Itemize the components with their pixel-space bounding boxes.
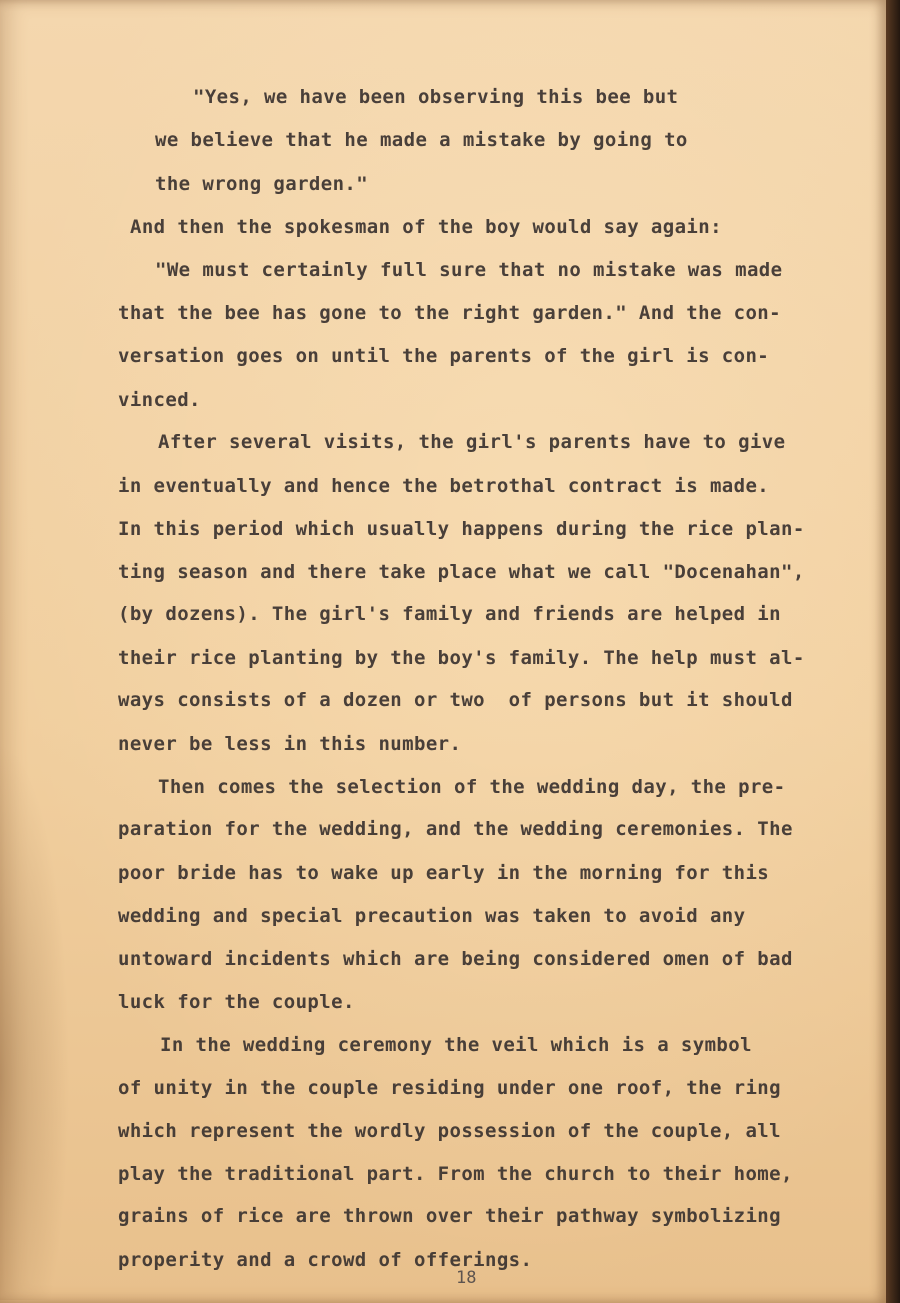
text-line: vinced. xyxy=(118,389,201,411)
text-line: versation goes on until the parents of the girl is con- xyxy=(118,345,770,367)
text-line: And then the spokesman of the boy would say again: xyxy=(130,216,722,238)
text-line: Then comes the selection of the wedding day, the pre- xyxy=(158,776,786,798)
text-line: poor bride has to wake up early in the morning for this xyxy=(118,862,770,884)
text-line: After several visits, the girl's parents have to give xyxy=(158,431,786,453)
text-line: ways consists of a dozen or two of persons but it should xyxy=(118,689,793,711)
text-line: In the wedding ceremony the veil which is a symbol xyxy=(160,1034,752,1056)
text-line: never be less in this number. xyxy=(118,733,462,755)
text-line: "We must certainly full sure that no mistake was made xyxy=(155,259,783,281)
text-line: their rice planting by the boy's family. The help must al- xyxy=(118,647,805,669)
text-line: grains of rice are thrown over their pathway symbolizing xyxy=(118,1205,781,1227)
text-line: wedding and special precaution was taken to avoid any xyxy=(118,905,746,927)
text-line: ting season and there take place what we call "Docenahan", xyxy=(118,561,805,583)
paper-stain xyxy=(0,740,70,1300)
text-line: In this period which usually happens during the rice plan- xyxy=(118,518,805,540)
text-line: (by dozens). The girl's family and friends are helped in xyxy=(118,603,781,625)
text-line: play the traditional part. From the church to their home, xyxy=(118,1163,793,1185)
binding-edge xyxy=(886,0,900,1303)
text-line: of unity in the couple residing under one roof, the ring xyxy=(118,1077,781,1099)
text-line: "Yes, we have been observing this bee but xyxy=(193,86,679,108)
text-line: paration for the wedding, and the wedding ceremonies. The xyxy=(118,818,793,840)
text-line: which represent the wordly possession of the couple, all xyxy=(118,1120,781,1142)
text-line: the wrong garden." xyxy=(155,173,369,195)
text-line: in eventually and hence the betrothal contract is made. xyxy=(118,475,770,497)
text-line: properity and a crowd of offerings. xyxy=(118,1249,533,1271)
text-line: luck for the couple. xyxy=(118,991,355,1013)
text-line: untoward incidents which are being considered omen of bad xyxy=(118,948,793,970)
text-line: we believe that he made a mistake by going to xyxy=(155,129,688,151)
text-line: that the bee has gone to the right garden." And the con- xyxy=(118,302,781,324)
page-number: 18 xyxy=(456,1268,477,1288)
